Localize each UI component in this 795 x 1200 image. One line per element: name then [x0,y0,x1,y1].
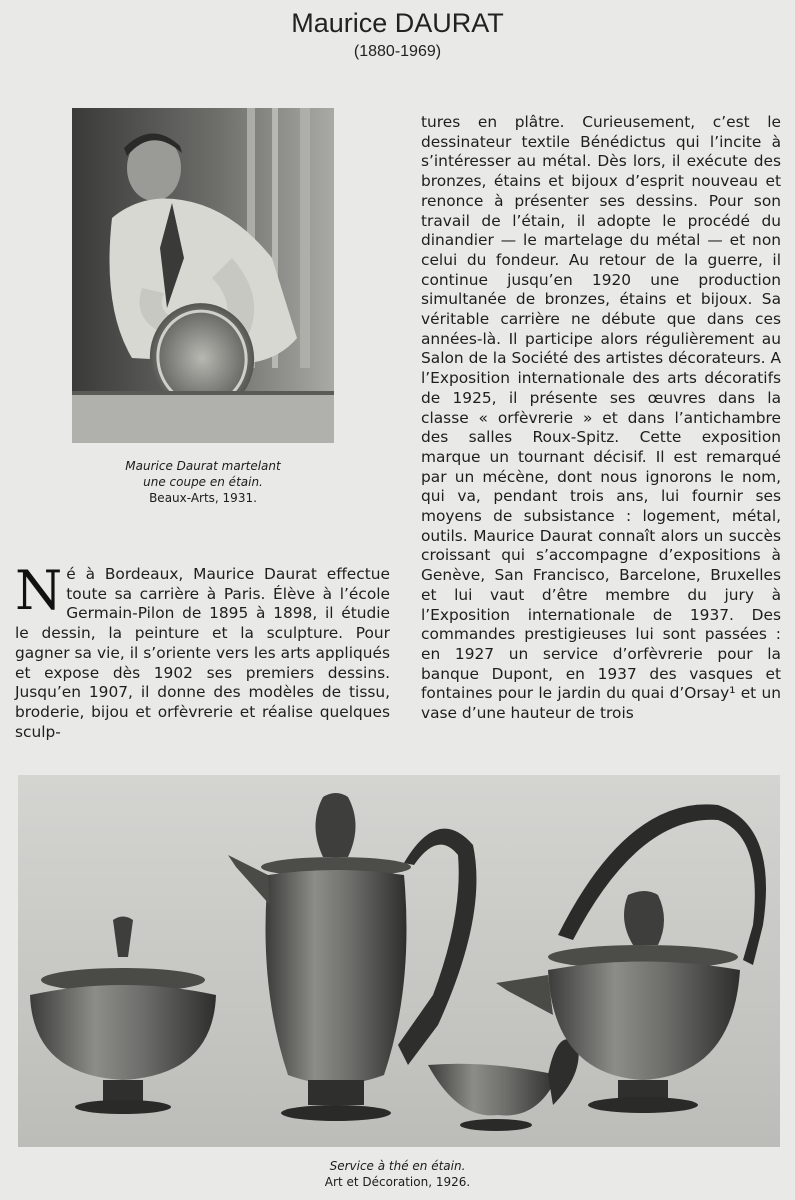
portrait-caption-line2: une coupe en étain. [143,475,263,489]
portrait-caption [72,458,334,506]
portrait-caption-line1: Maurice Daurat martelant [125,459,281,473]
tea-service-source: Art et Décoration, 1926. [324,1175,471,1189]
portrait-photo [72,108,334,443]
portrait-source: Beaux-Arts, 1931. [149,491,257,505]
life-dates: (1880-1969) [353,43,442,60]
article-right-column: tures en plâtre. Curieusement, c’est le dessinateur textile Bénédictus qui l’incite à s’intéresser au métal. Dès lors, il exécute des bronzes, étains et bijoux d’esprit nouveau et renonce à présenter ses dessins. Pour son travail de l’étain, il adopte le procédé du dinandier — le martelage du métal — et non celui du fondeur. Au retour de la guerre, il continue jusqu’en 1920 une production simultanée de bronzes, étains et bijoux. Sa véritable carrière ne débute que dans ces années-là. Il participe alors régulièrement au Salon de la Société des artistes décorateurs. A l’Exposition internationale des arts décoratifs de 1925, il présente ses œuvres dans la classe « orfèvrerie » et dans l’antichambre des salles Roux-Spitz. Cette exposition marque un tournant décisif. Il est remarqué par un mécène, dont nous ignorons le nom, qui va, pendant trois ans, lui fournir ses moyens de subsistance : logement, métal, outils. Maurice Daurat connaît alors un succès croissant qui s’accompagne d’expositions à Genève, San Francisco, Barcelone, Bruxelles et lui vaut d’être membre du jury à l’Exposition internationale de 1937. Des commandes prestigieuses lui sont passées : en 1927 un service d’orfèvrerie pour la banque Dupont, en 1937 des vasques et fontaines pour le jardin du quai d’Orsay¹ et un vase d’une hauteur de trois [421,113,781,723]
article-left-text: é à Bordeaux, Maurice Daurat effectue toute sa carrière à Paris. Élève à l’école Germain-Pilon de 1895 à 1898, il étudie le dessin, la peinture et la sculpture. Pour gagner sa vie, il s’oriente vers les arts appliqués et expose dès 1902 ses premiers dessins. Jusqu’en 1907, il donne des modèles de tissu, broderie, bijou et orfèvrerie et réalise quelques sculp- [15,565,390,741]
page-title: Maurice DAURAT [291,8,504,38]
tea-service-caption-text: Service à thé en étain. [329,1159,466,1173]
article-left-column [15,559,390,742]
drop-cap: N [15,559,63,622]
tea-service-caption [0,1158,795,1190]
tea-service-photo [18,775,780,1147]
